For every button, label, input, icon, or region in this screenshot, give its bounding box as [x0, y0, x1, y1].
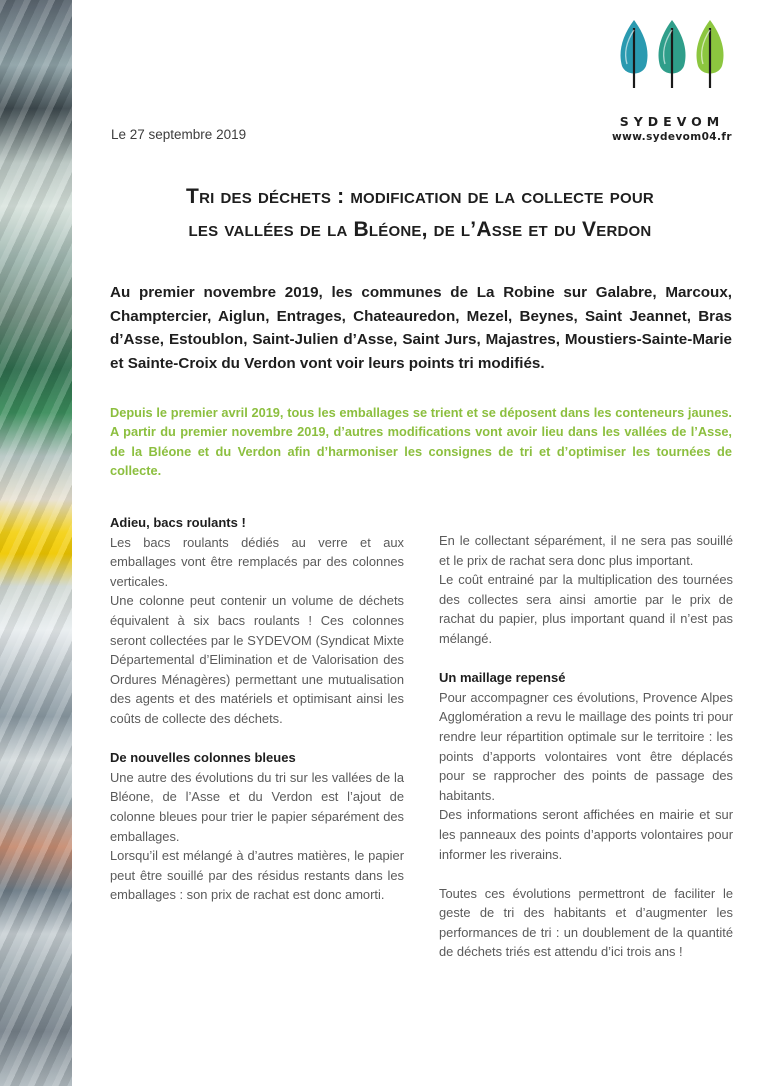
title-line-1: Tri des déchets : modification de la collecte pour — [186, 185, 654, 208]
paragraph: Le coût entrainé par la multiplication des tournées des collectes sera ainsi amortie par le prix de rachat du papier, plus important quand il n’est pas mélangé. — [439, 572, 733, 646]
right-column — [439, 531, 733, 962]
paragraph: Pour accompagner ces évolutions, Provence Alpes Agglomération a revu le maillage des points tri pour rendre leur répartition optimale sur le territoire : les points d’apports volontaires vont être déplacés pour se rapprocher des points de passage des habitants. — [439, 689, 733, 803]
paragraph: Lorsqu’il est mélangé à d’autres matières, le papier peut être souillé par des résidus restants dans les emballages : son prix de rachat est donc amorti. — [110, 848, 404, 903]
paragraph: Des informations seront affichées en mairie et sur les panneaux des points d’apports volontaires pour informer les riverains. — [439, 807, 733, 862]
document-date: Le 27 septembre 2019 — [111, 127, 247, 142]
sydevom-logo — [606, 18, 736, 143]
intro-highlight: Depuis le premier avril 2019, tous les emballages se trient et se déposent dans les conteneurs jaunes. A partir du premier novembre 2019, d’autres modifications vont avoir lieu dans les vallées de l’Asse, de la Bléone et du Verdon afin d’harmoniser les consignes de tri et d’optimiser les tournées de collecte. — [110, 405, 732, 479]
section-heading-colonnes: De nouvelles colonnes bleues — [110, 750, 296, 766]
paragraph: Une colonne peut contenir un volume de déchets équivalent à six bacs roulants ! Ces colonnes seront collectées par le SYDEVOM (Syndicat Mixte Départemental d’Elimination et de Valorisation des Ordures Ménagères) permettant une mutualisation des agents et des matériels et optimisant ainsi les coûts de collecte des déchets. — [110, 593, 404, 726]
lead-paragraph: Au premier novembre 2019, les communes de La Robine sur Galabre, Marcoux, Champtercier, Aiglun, Entrages, Chateauredon, Mezel, Beynes, Saint Jeannet, Bras d’Asse, Estoublon, Saint-Julien d’Asse, Saint Jurs, Majastres, Moustiers-Sainte-Marie et Sainte-Croix du Verdon vont voir leurs points tri modifiés. — [110, 284, 732, 372]
title-line-2: les vallées de la Bléone, de l’Asse et du Verdon — [188, 218, 652, 241]
left-column — [110, 513, 404, 905]
paragraph: Une autre des évolutions du tri sur les vallées de la Bléone, de l’Asse et du Verdon est l’ajout de colonne bleues pour trier le papier séparément des emballages. — [110, 769, 404, 844]
paragraph: En le collectant séparément, il ne sera pas souillé et le prix de rachat sera donc plus important. — [439, 533, 733, 568]
leaves-logo-icon — [616, 18, 728, 92]
section-heading-maillage: Un maillage repensé — [439, 670, 566, 686]
logo-name: SYDEVOM — [619, 114, 725, 129]
recycling-photo-strip — [0, 0, 72, 1086]
logo-url[interactable]: www.sydevom04.fr — [612, 131, 732, 143]
section-heading-bacs: Adieu, bacs roulants ! — [110, 515, 246, 530]
page-title — [100, 180, 740, 246]
paragraph: Toutes ces évolutions permettront de faciliter le geste de tri des habitants et d’augmenter les performances de tri : un doublement de la quantité de déchets triés est attendu d’ici trois ans ! — [439, 885, 733, 960]
paragraph: Les bacs roulants dédiés au verre et aux emballages vont être remplacés par des colonnes verticales. — [110, 534, 404, 589]
